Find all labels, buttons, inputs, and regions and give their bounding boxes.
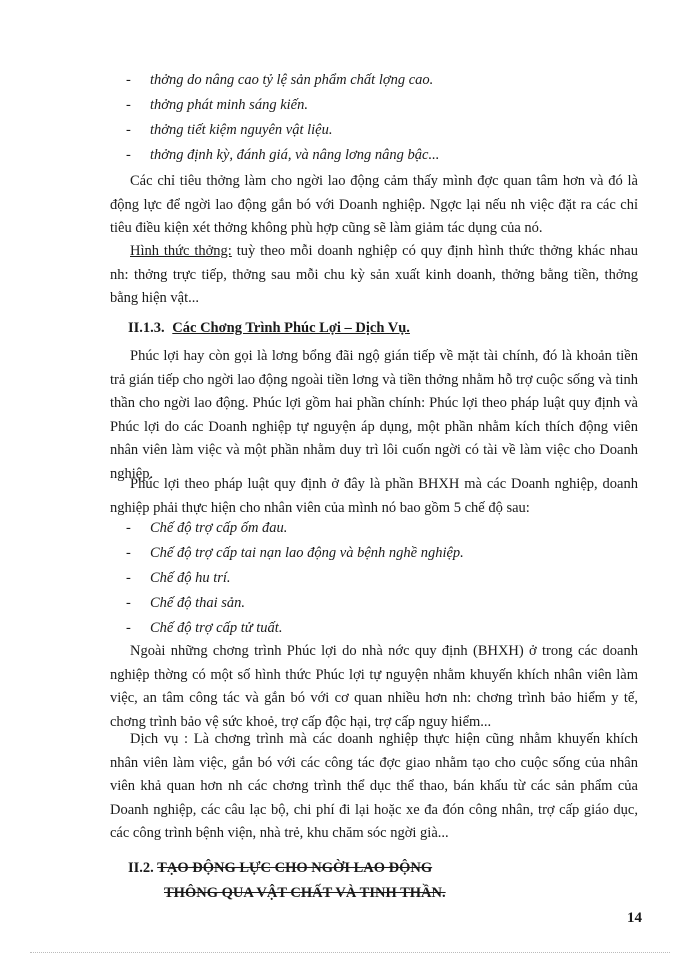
paragraph-bonus-forms <box>110 240 638 311</box>
list-item-text: thởng tiết kiệm nguyên vật liệu. <box>150 122 333 138</box>
paragraph-voluntary-welfare: Ngoài những chơng trình Phúc lợi do nhà nớc quy định (BHXH) ở trong các doanh nghiệp thờng có một số hình thức Phúc lợi tự nguyện nhằm khuyến khích nhân viên làm việc, an tâm công tác và gắn bó với cơ quan nhiều hơn nh: chơng trình bảo hiểm y tế, chơng trình bảo vệ sức khoẻ, trợ cấp độc hại, trợ cấp nguy hiểm... <box>110 643 638 730</box>
footer-rule <box>30 952 670 953</box>
bonus-forms-text: tuỳ theo mỗi doanh nghiệp có quy định hình thức thởng khác nhau nh: thởng trực tiếp, thởng sau mỗi chu kỳ sản xuất kinh doanh, thởng bằng tiền, thởng bằng hiện vật... <box>110 243 638 306</box>
dash-bullet: - <box>126 122 131 138</box>
section-number: II.2. <box>128 860 154 876</box>
list-item-text: Chế độ thai sản. <box>150 595 246 611</box>
list-item-text: thởng phát minh sáng kiến. <box>150 97 308 113</box>
dash-bullet: - <box>126 570 131 586</box>
section-title: Các Chơng Trình Phúc Lợi – Dịch Vụ. <box>172 320 410 336</box>
list-item-text: Chế độ hu trí. <box>150 570 231 586</box>
dash-bullet: - <box>126 147 131 163</box>
paragraph-welfare-definition: Phúc lợi hay còn gọi là lơng bổng đãi ngộ gián tiếp về mặt tài chính, đó là khoản tiền trả gián tiếp cho ngời lao động ngoài tiền lơng và tiền thởng nhằm hỗ trợ cuộc sống và tinh thần cho ngời lao động. Phúc lợi gồm hai phần chính: Phúc lợi theo pháp luật quy định và Phúc lợi do các Doanh nghiệp tự nguyện áp dụng, một phần nhằm kích thích động viên nhân viên làm việc và một phần nhằm duy trì lôi cuốn ngời có tài về làm việc cho Doanh nghiệp. <box>110 348 638 482</box>
dash-bullet: - <box>126 97 131 113</box>
list-item-text: thởng định kỳ, đánh giá, và nâng lơng nâng bậc... <box>150 147 440 163</box>
list-item-text: Chế độ trợ cấp tử tuất. <box>150 620 283 636</box>
section-heading-welfare <box>128 320 410 337</box>
dash-bullet: - <box>126 620 131 636</box>
section-number: II.1.3. <box>128 320 165 336</box>
bonus-forms-label: Hình thức thởng: <box>130 243 232 259</box>
paragraph-bonus-criteria: Các chỉ tiêu thởng làm cho ngời lao động cảm thấy mình đợc quan tâm hơn và đó là động lực để ngời lao động gắn bó với Doanh nghiệp. Ngợc lại nếu nh việc đặt ra các chỉ tiêu điều kiện xét thởng không phù hợp cũng sẽ làm giảm tác dụng của nó. <box>110 173 638 236</box>
dash-bullet: - <box>126 520 131 536</box>
heading-line-1 <box>128 856 446 881</box>
page-number: 14 <box>627 910 642 926</box>
list-item-text: Chế độ trợ cấp ốm đau. <box>150 520 288 536</box>
dash-bullet: - <box>126 72 131 88</box>
heading-text-1: TẠO ĐỘNG LỰC CHO NGỜI LAO ĐỘNG <box>157 860 433 876</box>
paragraph-welfare-law: Phúc lợi theo pháp luật quy định ở đây là phần BHXH mà các Doanh nghiệp, doanh nghiệp phải thực hiện cho nhân viên của mình nó bao gồm 5 chế độ sau: <box>110 476 638 516</box>
list-item-text: thởng do nâng cao tỷ lệ sản phẩm chất lợng cao. <box>150 72 434 88</box>
dash-bullet: - <box>126 595 131 611</box>
section-heading-motivation <box>128 856 446 906</box>
heading-text-2: THÔNG QUA VẬT CHẤT VÀ TINH THẦN. <box>164 885 446 901</box>
list-item-text: Chế độ trợ cấp tai nạn lao động và bệnh nghề nghiệp. <box>150 545 464 561</box>
heading-line-2 <box>128 881 446 906</box>
dash-bullet: - <box>126 545 131 561</box>
paragraph-services: Dịch vụ : Là chơng trình mà các doanh nghiệp thực hiện cũng nhằm khuyến khích nhân viên làm việc, gắn bó với các công tác đợc giao nhằm tạo cho cuộc sống của nhân viên khả quan hơn nh các chơng trình thể dục thể thao, bán khấu từ các sản phẩm của Doanh nghiệp, các câu lạc bộ, chi phí đi lại hoặc xe đa đón công nhân, trợ cấp giáo dục, các công trình bệnh viện, nhà trẻ, khu chăm sóc ngời già... <box>110 731 638 841</box>
